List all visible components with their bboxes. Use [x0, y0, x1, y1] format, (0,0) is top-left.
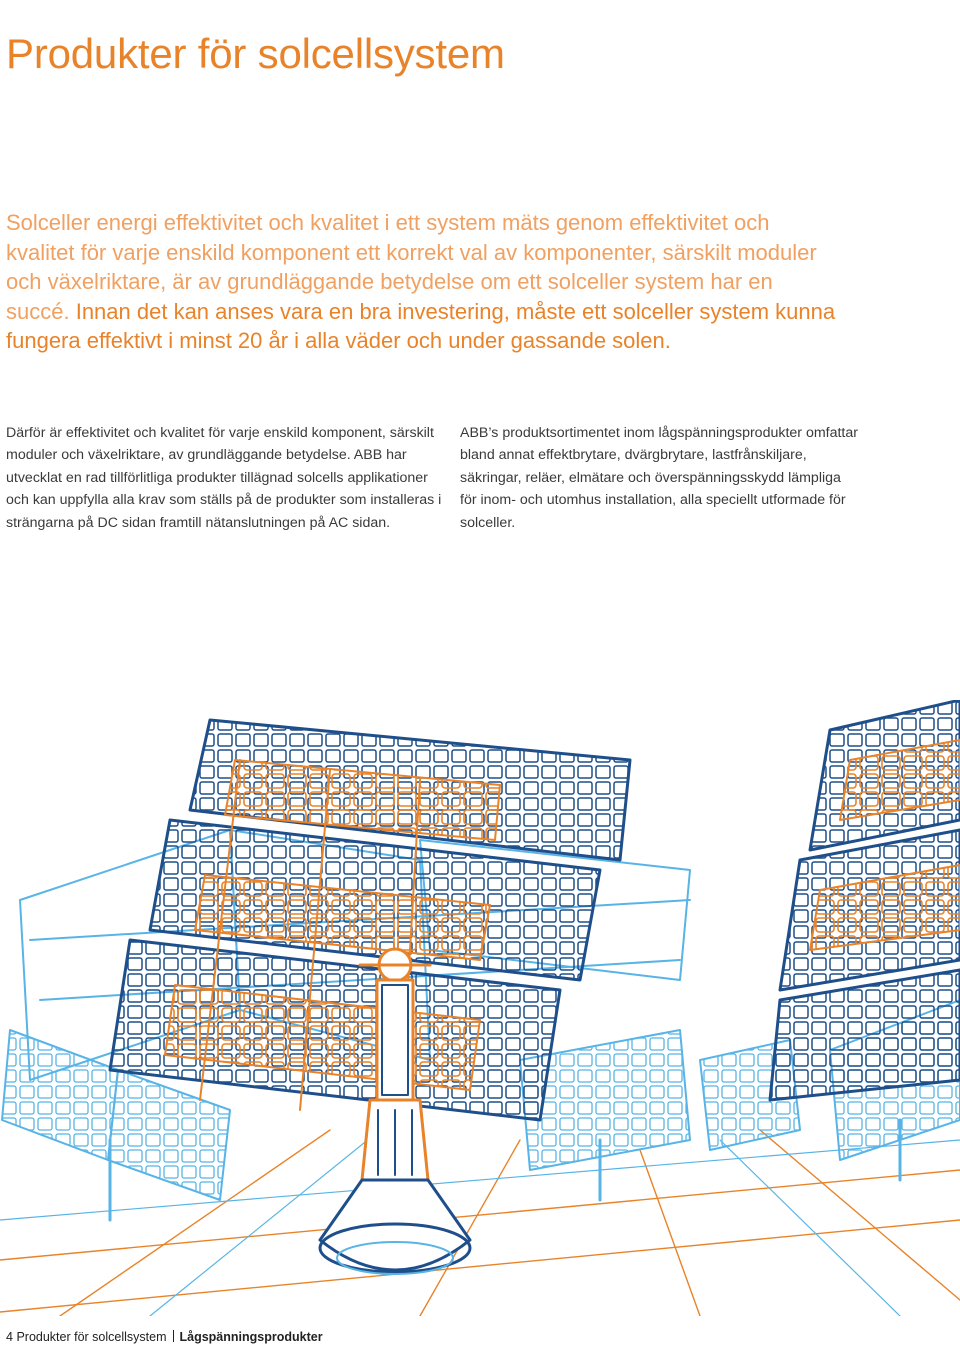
lead-paragraph [6, 208, 836, 356]
page-title: Produkter för solcellsystem [6, 30, 505, 78]
footer-page-number: 4 [6, 1330, 13, 1344]
lead-light-text: Solceller energi effektivitet och kvalitet i ett system mäts genom effektivitet och kvalitet för varje enskild komponent ett korrekt val av komponenter, särskilt moduler och växelriktare, är av grundläggande betydelse om ett solceller system har en succé. [6, 210, 817, 324]
solar-tracker-illustration [0, 700, 960, 1316]
body-text-left: Därför är effektivitet och kvalitet för varje enskild komponent, särskilt moduler och växelriktare, av grundläggande betydelse. ABB har utvecklat en rad tillförlitliga produkter tillägnad solcells applikationer och kan uppfylla alla krav som ställs på de produkter som installeras i strängarna på DC sidan framtill nätanslutningen på AC sidan. [6, 425, 442, 531]
lead-normal-text: Innan det kan anses vara en bra investering, måste ett solceller system kunna fungera effektivt i minst 20 år i alla väder och under gassande solen. [6, 298, 836, 353]
footer-chapter: Lågspänningsprodukter [179, 1330, 323, 1344]
footer-divider [173, 1330, 174, 1342]
page-footer [6, 1330, 323, 1344]
body-text-right: ABB’s produktsortimentet inom lågspänningsprodukter omfattar bland annat effektbrytare, dvärgbrytare, lastfrånskiljare, säkringar, reläer, elmätare och överspänningsskydd lämpliga för inom- och utomhus installation, alla speciellt utformade för solceller. [460, 425, 858, 531]
footer-section: Produkter för solcellsystem [16, 1330, 167, 1344]
